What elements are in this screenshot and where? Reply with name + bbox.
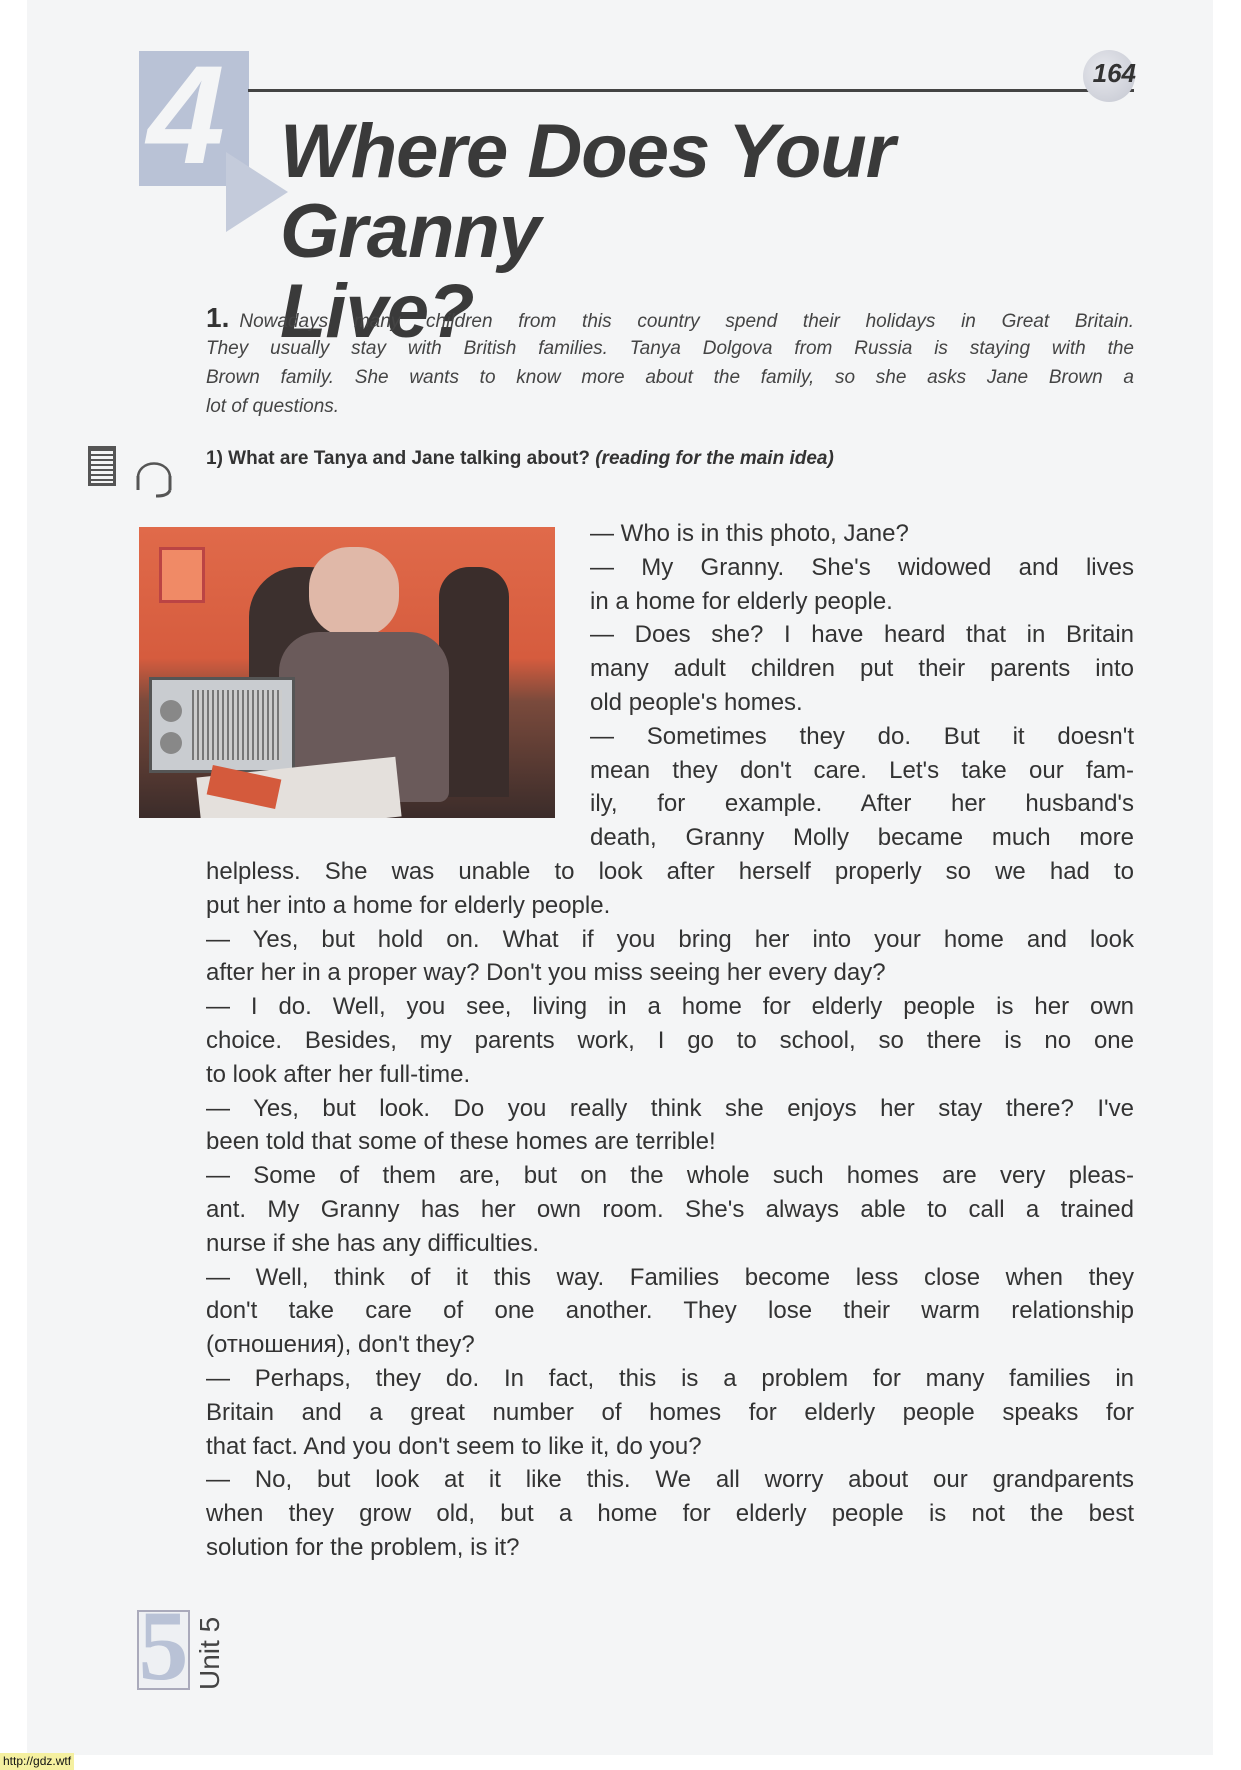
unit-badge-number: 5: [138, 1590, 189, 1701]
section-number: 4: [147, 45, 225, 186]
dialogue-line: — Who is in this photo, Jane?: [590, 520, 909, 547]
footer-watermark: http://gdz.wtf: [0, 1753, 74, 1770]
dialogue-line: — Well, think of it this way. Families become less close when they: [206, 1263, 1134, 1291]
title-line-2: Live?: [280, 269, 474, 354]
dialogue-line: after her in a proper way? Don't you miss seeing her every day?: [206, 959, 886, 987]
headphones-icon: [132, 446, 176, 498]
dialogue-line: nurse if she has any difficulties.: [206, 1229, 540, 1257]
intro-line-text: They usually stay with British families. Tanya Dolgova from Russia is staying with the: [206, 338, 1134, 359]
page-number: 164: [1092, 58, 1136, 88]
dialogue-line: don't take care of one another. They lose their warm relationship: [206, 1297, 1134, 1325]
dialogue-line: — Does she? I have heard that in Britain: [590, 621, 1134, 649]
arrow-decoration-icon: [226, 152, 288, 232]
dialogue-line: — No, but look at it like this. We all worry about our grandparents: [206, 1466, 1134, 1494]
dialogue-line: to look after her full-time.: [206, 1060, 471, 1088]
task-question: 1) What are Tanya and Jane talking about?: [206, 448, 590, 469]
radio-knob: [160, 732, 182, 754]
intro-line: [206, 338, 1134, 360]
dialogue-line: when they grow old, but a home for elderly people is not the best: [206, 1500, 1134, 1528]
dialogue-line: choice. Besides, my parents work, I go to school, so there is no one: [206, 1027, 1134, 1054]
armchair-right: [439, 567, 509, 797]
dialogue-line: ant. My Granny has her own room. She's always able to call a trained: [206, 1196, 1134, 1223]
header-rule: [248, 89, 1134, 92]
radio-speaker: [192, 690, 282, 760]
dialogue-line: — Yes, but look. Do you really think she enjoys her stay there? I've: [206, 1094, 1134, 1122]
dialogue-line: that fact. And you don't seem to like it, do you?: [206, 1432, 702, 1460]
dialogue-line: put her into a home for elderly people.: [206, 891, 611, 919]
intro-line-text: lot of questions.: [206, 396, 340, 417]
granny-head: [309, 547, 399, 637]
dialogue-line: — Some of them are, but on the whole such homes are very pleas-: [206, 1162, 1134, 1190]
unit-badge-label: Unit 5: [194, 1616, 225, 1690]
exercise-task: [206, 448, 834, 470]
task-hint: (reading for the main idea): [595, 448, 834, 469]
wall-picture: [159, 547, 205, 603]
intro-line-text: Brown family. She wants to know more about the family, so she asks Jane Brown a: [206, 367, 1134, 388]
title-line-1: Where Does Your Granny: [280, 109, 895, 274]
dialogue-line: (отношения), don't they?: [206, 1331, 475, 1359]
dialogue-line: many adult children put their parents into: [590, 655, 1134, 683]
intro-line: [206, 396, 1134, 418]
dialogue-line: — I do. Well, you see, living in a home for elderly people is her own: [206, 993, 1134, 1021]
radio: [149, 677, 295, 773]
dialogue-line: been told that some of these homes are terrible!: [206, 1128, 716, 1156]
dialogue-line: — My Granny. She's widowed and lives: [590, 553, 1134, 581]
dialogue-line: — Sometimes they do. But it doesn't: [590, 722, 1134, 750]
intro-line-text: Nowadays many children from this country spend their holidays in Great Britain.: [239, 311, 1134, 332]
granny-photo: [139, 527, 555, 818]
dialogue-line: — Perhaps, they do. In fact, this is a problem for many families in: [206, 1365, 1134, 1392]
book-icon: [88, 446, 116, 486]
dialogue-line: old people's homes.: [590, 689, 803, 716]
dialogue-line: mean they don't care. Let's take our fam-: [590, 756, 1134, 784]
dialogue-line: — Yes, but hold on. What if you bring her into your home and look: [206, 925, 1134, 953]
intro-line: [206, 302, 1134, 334]
intro-line: [206, 367, 1134, 389]
dialogue-line: death, Granny Molly became much more: [590, 824, 1134, 852]
dialogue-line: helpless. She was unable to look after herself properly so we had to: [206, 858, 1134, 885]
dialogue-line: ily, for example. After her husband's: [590, 790, 1134, 818]
radio-knob: [160, 700, 182, 722]
dialogue-line: Britain and a great number of homes for elderly people speaks for: [206, 1398, 1134, 1426]
dialogue-line: solution for the problem, is it?: [206, 1534, 520, 1561]
dialogue-line: in a home for elderly people.: [590, 587, 893, 615]
exercise-number: 1.: [206, 302, 230, 333]
